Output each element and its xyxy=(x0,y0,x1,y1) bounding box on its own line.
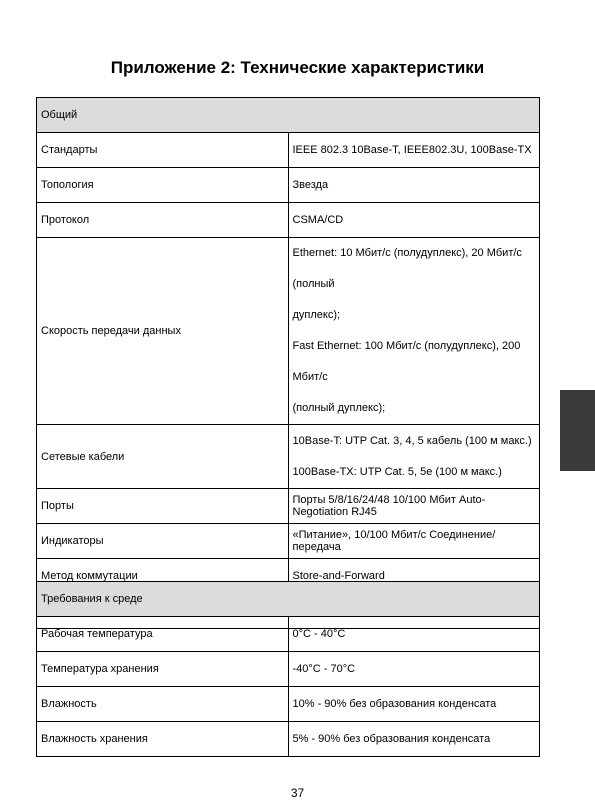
page-number: 37 xyxy=(290,786,305,800)
section-header: Требования к среде xyxy=(37,582,540,617)
spec-value-line: Ethernet: 10 Мбит/с (полудуплекс), 20 Мбит/с (полный xyxy=(292,247,522,290)
spec-key: Скорость передачи данных xyxy=(37,238,289,425)
spec-value xyxy=(288,425,540,489)
spec-key: Влажность хранения xyxy=(37,722,289,757)
spec-key: Рабочая температура xyxy=(37,617,289,652)
table-row xyxy=(37,168,540,203)
environment-specs-table xyxy=(36,581,540,757)
spec-value: -40°C - 70°C xyxy=(288,652,540,687)
table-row xyxy=(37,524,540,559)
spec-value-line: (полный дуплекс); xyxy=(292,402,386,414)
spec-key: Индикаторы xyxy=(37,524,289,559)
spec-key: Метод коммутации xyxy=(37,559,289,594)
table-row xyxy=(37,425,540,489)
spec-key: Сетевые кабели xyxy=(37,425,289,489)
spec-value: «Питание», 10/100 Мбит/с Соединение/передача xyxy=(288,524,540,559)
spec-key: Температура хранения xyxy=(37,652,289,687)
table-row xyxy=(37,722,540,757)
spec-value: Звезда xyxy=(288,168,540,203)
spec-value: 10% - 90% без образования конденсата xyxy=(288,687,540,722)
table-row xyxy=(37,652,540,687)
table-row xyxy=(37,617,540,652)
table-row xyxy=(37,238,540,425)
table-row xyxy=(37,133,540,168)
spec-value-line: Fast Ethernet: 100 Мбит/с (полудуплекс), 200 Мбит/с xyxy=(292,340,521,383)
spec-key: Влажность xyxy=(37,687,289,722)
spec-value-line: 10Base-T: UTP Cat. 3, 4, 5 кабель (100 м макс.) xyxy=(292,434,532,447)
spec-key: Протокол xyxy=(37,203,289,238)
spec-key: Порты xyxy=(37,489,289,524)
table-header-row xyxy=(37,98,540,133)
spec-value xyxy=(288,238,540,425)
table-row xyxy=(37,687,540,722)
spec-key: Стандарты xyxy=(37,133,289,168)
page-title: Приложение 2: Технические характеристики xyxy=(110,58,485,77)
section-tab-marker xyxy=(560,390,595,471)
spec-value: CSMA/CD xyxy=(288,203,540,238)
spec-value-line: дуплекс); xyxy=(292,309,341,321)
spec-value-line: 100Base-TX: UTP Cat. 5, 5e (100 м макс.) xyxy=(292,465,502,478)
spec-value: Порты 5/8/16/24/48 10/100 Мбит Auto-Negotiation RJ45 xyxy=(288,489,540,524)
section-header: Общий xyxy=(37,98,540,133)
table-row xyxy=(37,489,540,524)
spec-key: Топология xyxy=(37,168,289,203)
spec-value: 0°C - 40°C xyxy=(288,617,540,652)
spec-value: 5% - 90% без образования конденсата xyxy=(288,722,540,757)
table-row xyxy=(37,203,540,238)
general-specs-table xyxy=(36,97,540,629)
spec-value: IEEE 802.3 10Base-T, IEEE802.3U, 100Base-TX xyxy=(288,133,540,168)
spec-value: Store-and-Forward xyxy=(288,559,540,594)
table-header-row xyxy=(37,582,540,617)
